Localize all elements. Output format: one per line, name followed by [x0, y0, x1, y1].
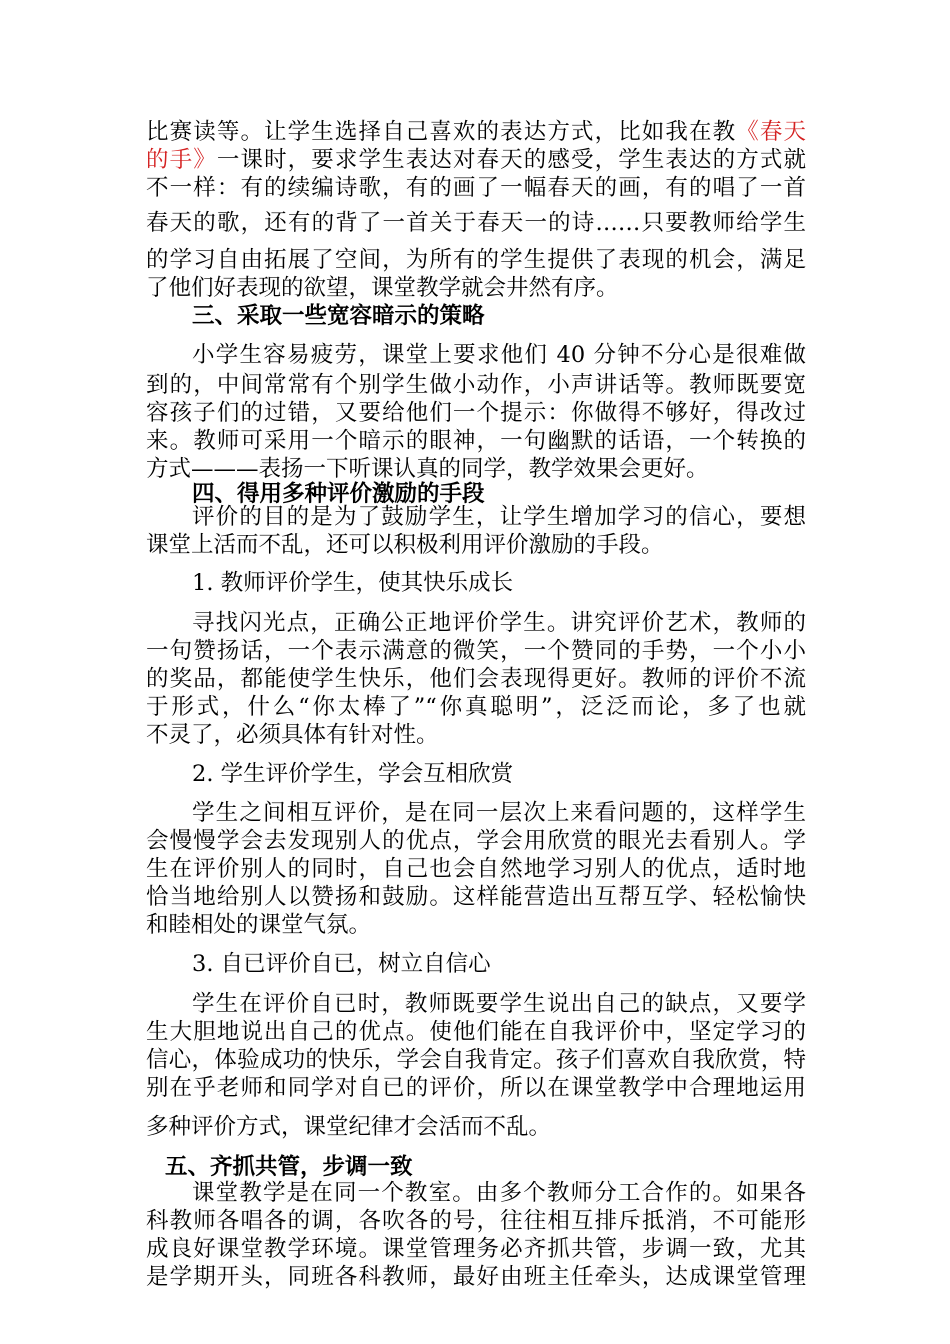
text-line: 方式———表扬一下听课认真的同学，教学效果会更好。: [146, 456, 709, 482]
text-line: 的学习自由拓展了空间，为所有的学生提供了表现的机会，满足: [146, 247, 806, 273]
book-title-highlight: 《春天: [736, 119, 806, 145]
text-line: 的手》一课时，要求学生表达对春天的感受，学生表达的方式就: [146, 147, 806, 173]
subsection-title: 3. 自已评价自已，树立自信心: [192, 951, 491, 977]
section-heading: 四、得用多种评价激励的手段: [192, 481, 485, 507]
text-line: 信心，体验成功的快乐，学会自我肯定。孩子们喜欢自我欣赏，特: [146, 1047, 806, 1073]
text-line: 比赛读等。让学生选择自己喜欢的表达方式，比如我在教《春天: [146, 119, 806, 145]
text-line: 一句赞扬话，一个表示满意的微笑，一个赞同的手势，一个小小: [146, 638, 806, 664]
text-line: 恰当地给别人以赞扬和鼓励。这样能营造出互帮互学、轻松愉快: [146, 884, 806, 910]
text-line: 生在评价别人的同时，自己也会自然地学习别人的优点，适时地: [146, 856, 806, 882]
text-line: 学生在评价自已时，教师既要学生说出自己的缺点，又要学: [192, 991, 806, 1017]
text-line: 春天的歌，还有的背了一首关于春天一的诗……只要教师给学生: [146, 210, 806, 236]
text-line: 寻找闪光点，正确公正地评价学生。讲究评价艺术，教师的: [192, 610, 806, 636]
text-line: 不灵了，必须具体有针对性。: [146, 722, 439, 748]
text-line: 不一样：有的续编诗歌，有的画了一幅春天的画，有的唱了一首: [146, 175, 806, 201]
text-line: 多种评价方式，课堂纪律才会活而不乱。: [146, 1114, 552, 1140]
section-heading: 五、齐抓共管，步调一致: [165, 1154, 413, 1180]
section-heading: 三、采取一些宽容暗示的策略: [192, 303, 485, 329]
text-line: 别在乎老师和同学对自已的评价，所以在课堂教学中合理地运用: [146, 1075, 806, 1101]
text-line: 生大胆地说出自己的优点。使他们能在自我评价中，坚定学习的: [146, 1019, 806, 1045]
book-title-highlight: 的手》: [146, 147, 217, 173]
text-line: 来。教师可采用一个暗示的眼神，一句幽默的话语，一个转换的: [146, 428, 806, 454]
text-line: 小学生容易疲劳，课堂上要求他们 40 分钟不分心是很难做: [192, 342, 806, 368]
subsection-title: 2. 学生评价学生，学会互相欣赏: [192, 761, 514, 787]
text-line: 和睦相处的课堂气氛。: [146, 912, 372, 938]
text-line: 课堂教学是在同一个教室。由多个教师分工合作的。如果各: [192, 1180, 806, 1206]
subsection-title: 1. 教师评价学生，使其快乐成长: [192, 570, 514, 596]
text-line: 会慢慢学会去发现别人的优点，学会用欣赏的眼光去看别人。学: [146, 828, 806, 854]
text-line: 学生之间相互评价，是在同一层次上来看问题的，这样学生: [192, 800, 806, 826]
text-line: 评价的目的是为了鼓励学生，让学生增加学习的信心，要想: [192, 504, 806, 530]
text-line: 到的，中间常常有个别学生做小动作，小声讲话等。教师既要宽: [146, 372, 806, 398]
text-line: 是学期开头，同班各科教师，最好由班主任牵头，达成课堂管理: [146, 1264, 806, 1290]
text-line: 的奖品，都能使学生快乐，他们会表现得更好。教师的评价不流: [146, 666, 806, 692]
text-line: 容孩子们的过错，又要给他们一个提示：你做得不够好，得改过: [146, 400, 806, 426]
text-line: 了他们好表现的欲望，课堂教学就会井然有序。: [146, 275, 619, 301]
text-line: 课堂上活而不乱，还可以积极利用评价激励的手段。: [146, 532, 664, 558]
text-line: 成良好课堂教学环境。课堂管理务必齐抓共管，步调一致，尤其: [146, 1236, 806, 1262]
text-line: 科教师各唱各的调，各吹各的号，往往相互排斥抵消，不可能形: [146, 1208, 806, 1234]
text-line: 于形式，什么“你太棒了”“你真聪明”，泛泛而论，多了也就: [146, 694, 806, 720]
